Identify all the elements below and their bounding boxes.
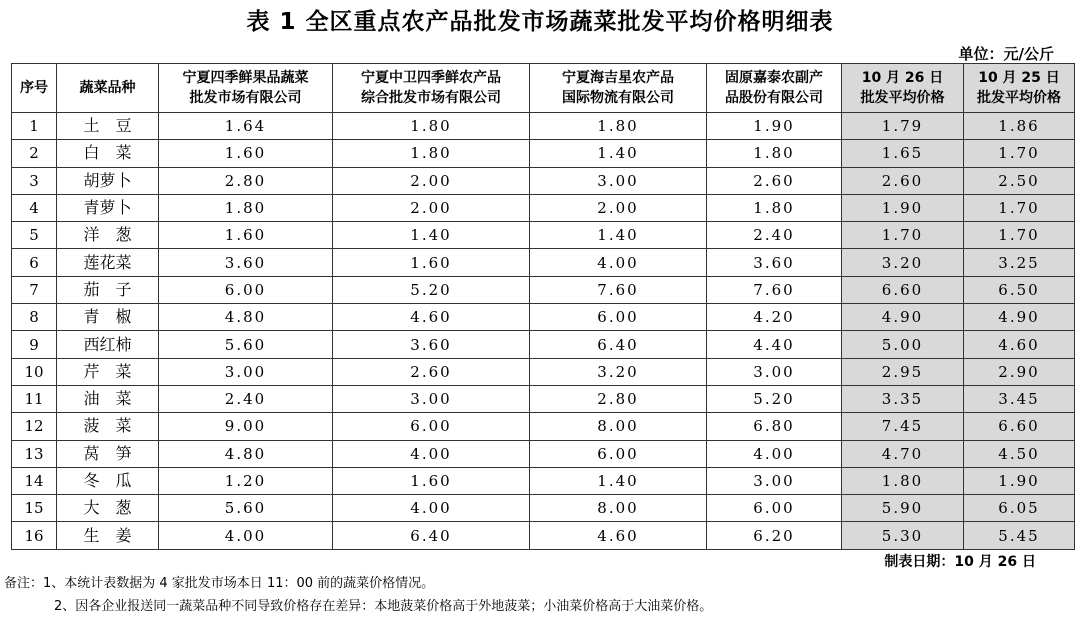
cell-market-2-price: 3.60 [333,331,530,358]
cell-avg-oct25: 3.45 [964,385,1075,412]
cell-market-1-price: 4.80 [159,440,333,467]
cell-market-2-price: 2.00 [333,167,530,194]
table-row [12,413,1075,440]
header-market-3: 宁夏海吉星农产品 国际物流有限公司 [530,64,707,113]
cell-serial-no: 14 [12,467,57,494]
cell-market-3-price: 4.00 [530,249,707,276]
table-date: 制表日期：10 月 26 日 [884,554,1036,570]
cell-avg-oct26: 5.00 [842,331,964,358]
cell-avg-oct25: 1.70 [964,194,1075,221]
cell-market-4-price: 3.00 [707,358,842,385]
cell-market-1-price: 5.60 [159,495,333,522]
footnote-1: 备注：1、本统计表数据为 4 家批发市场本日 11：00 前的蔬菜价格情况。 [4,576,435,591]
cell-avg-oct26: 4.70 [842,440,964,467]
cell-vegetable-name: 青 椒 [57,304,159,331]
cell-serial-no: 9 [12,331,57,358]
table-row [12,140,1075,167]
cell-vegetable-name: 洋 葱 [57,222,159,249]
table-row [12,113,1075,140]
cell-market-3-price: 6.00 [530,440,707,467]
table-row [12,194,1075,221]
cell-market-3-price: 6.40 [530,331,707,358]
cell-vegetable-name: 莲花菜 [57,249,159,276]
cell-avg-oct26: 3.35 [842,385,964,412]
cell-market-2-price: 4.00 [333,440,530,467]
cell-avg-oct26: 4.90 [842,304,964,331]
cell-avg-oct25: 2.90 [964,358,1075,385]
cell-market-2-price: 2.00 [333,194,530,221]
cell-market-1-price: 4.00 [159,522,333,549]
cell-serial-no: 6 [12,249,57,276]
cell-market-2-price: 4.00 [333,495,530,522]
table-row [12,249,1075,276]
cell-market-1-price: 6.00 [159,276,333,303]
cell-market-2-price: 3.00 [333,385,530,412]
cell-serial-no: 11 [12,385,57,412]
cell-market-1-price: 9.00 [159,413,333,440]
table-row [12,467,1075,494]
cell-market-2-price: 4.60 [333,304,530,331]
cell-market-4-price: 2.40 [707,222,842,249]
cell-avg-oct26: 7.45 [842,413,964,440]
cell-market-2-price: 5.20 [333,276,530,303]
cell-market-4-price: 3.60 [707,249,842,276]
price-table [11,63,1075,550]
cell-avg-oct25: 6.50 [964,276,1075,303]
page-title: 表 1 全区重点农产品批发市场蔬菜批发平均价格明细表 [246,9,834,35]
cell-vegetable-name: 胡萝卜 [57,167,159,194]
cell-market-2-price: 6.40 [333,522,530,549]
header-vegetable-type: 蔬菜品种 [57,64,159,113]
cell-vegetable-name: 大 葱 [57,495,159,522]
table-row [12,167,1075,194]
cell-avg-oct25: 5.45 [964,522,1075,549]
table-row [12,222,1075,249]
cell-market-3-price: 1.40 [530,222,707,249]
cell-serial-no: 2 [12,140,57,167]
cell-vegetable-name: 生 姜 [57,522,159,549]
cell-serial-no: 15 [12,495,57,522]
cell-market-2-price: 6.00 [333,413,530,440]
cell-market-1-price: 1.64 [159,113,333,140]
table-row [12,440,1075,467]
cell-market-2-price: 1.60 [333,467,530,494]
cell-avg-oct26: 6.60 [842,276,964,303]
cell-market-3-price: 4.60 [530,522,707,549]
cell-vegetable-name: 青萝卜 [57,194,159,221]
cell-market-1-price: 5.60 [159,331,333,358]
cell-market-2-price: 1.80 [333,140,530,167]
cell-avg-oct25: 6.05 [964,495,1075,522]
cell-market-4-price: 6.80 [707,413,842,440]
cell-avg-oct25: 6.60 [964,413,1075,440]
header-market-2: 宁夏中卫四季鲜农产品 综合批发市场有限公司 [333,64,530,113]
header-serial-no: 序号 [12,64,57,113]
cell-market-4-price: 6.00 [707,495,842,522]
cell-market-3-price: 2.80 [530,385,707,412]
cell-serial-no: 7 [12,276,57,303]
cell-avg-oct25: 1.70 [964,140,1075,167]
cell-market-3-price: 3.20 [530,358,707,385]
cell-serial-no: 13 [12,440,57,467]
table-row [12,276,1075,303]
cell-market-4-price: 1.80 [707,194,842,221]
cell-serial-no: 5 [12,222,57,249]
cell-market-3-price: 8.00 [530,495,707,522]
cell-avg-oct26: 2.95 [842,358,964,385]
cell-market-1-price: 2.80 [159,167,333,194]
table-row [12,331,1075,358]
cell-vegetable-name: 茄 子 [57,276,159,303]
cell-market-3-price: 1.80 [530,113,707,140]
cell-avg-oct26: 1.65 [842,140,964,167]
cell-market-4-price: 3.00 [707,467,842,494]
cell-vegetable-name: 土 豆 [57,113,159,140]
header-market-4: 固原嘉泰农副产 品股份有限公司 [707,64,842,113]
table-row [12,495,1075,522]
cell-market-1-price: 4.80 [159,304,333,331]
cell-vegetable-name: 莴 笋 [57,440,159,467]
cell-serial-no: 8 [12,304,57,331]
cell-avg-oct25: 4.50 [964,440,1075,467]
unit-label: 单位：元/公斤 [958,45,1054,63]
cell-market-4-price: 4.00 [707,440,842,467]
cell-avg-oct26: 1.70 [842,222,964,249]
cell-market-4-price: 6.20 [707,522,842,549]
cell-avg-oct26: 5.30 [842,522,964,549]
cell-serial-no: 4 [12,194,57,221]
cell-avg-oct26: 3.20 [842,249,964,276]
cell-market-4-price: 7.60 [707,276,842,303]
cell-market-4-price: 4.40 [707,331,842,358]
footnote-2: 2、因各企业报送同一蔬菜品种不同导致价格存在差异：本地菠菜价格高于外地菠菜；小油菜价格高于大油菜价格。 [54,599,713,614]
table-body [12,113,1075,550]
cell-market-1-price: 3.00 [159,358,333,385]
cell-market-3-price: 2.00 [530,194,707,221]
cell-market-1-price: 1.80 [159,194,333,221]
cell-market-3-price: 1.40 [530,467,707,494]
cell-market-1-price: 1.60 [159,140,333,167]
cell-serial-no: 12 [12,413,57,440]
cell-serial-no: 1 [12,113,57,140]
cell-market-4-price: 1.80 [707,140,842,167]
cell-market-2-price: 1.80 [333,113,530,140]
table-row [12,522,1075,549]
cell-market-2-price: 1.60 [333,249,530,276]
header-avg-oct26: 10 月 26 日 批发平均价格 [842,64,964,113]
cell-vegetable-name: 菠 菜 [57,413,159,440]
cell-avg-oct25: 4.60 [964,331,1075,358]
cell-vegetable-name: 油 菜 [57,385,159,412]
cell-vegetable-name: 白 菜 [57,140,159,167]
cell-avg-oct25: 3.25 [964,249,1075,276]
table-row [12,304,1075,331]
cell-avg-oct26: 1.79 [842,113,964,140]
cell-market-4-price: 4.20 [707,304,842,331]
cell-serial-no: 16 [12,522,57,549]
cell-avg-oct25: 2.50 [964,167,1075,194]
header-market-1: 宁夏四季鲜果品蔬菜 批发市场有限公司 [159,64,333,113]
cell-vegetable-name: 冬 瓜 [57,467,159,494]
cell-market-3-price: 8.00 [530,413,707,440]
table-row [12,385,1075,412]
cell-serial-no: 10 [12,358,57,385]
cell-market-1-price: 2.40 [159,385,333,412]
cell-vegetable-name: 芹 菜 [57,358,159,385]
cell-avg-oct25: 1.86 [964,113,1075,140]
table-header-row [12,64,1075,113]
cell-market-4-price: 2.60 [707,167,842,194]
cell-market-1-price: 1.60 [159,222,333,249]
cell-market-3-price: 7.60 [530,276,707,303]
cell-avg-oct25: 1.90 [964,467,1075,494]
cell-market-1-price: 3.60 [159,249,333,276]
cell-market-2-price: 2.60 [333,358,530,385]
cell-market-4-price: 1.90 [707,113,842,140]
cell-avg-oct26: 5.90 [842,495,964,522]
cell-market-4-price: 5.20 [707,385,842,412]
cell-avg-oct25: 4.90 [964,304,1075,331]
cell-market-1-price: 1.20 [159,467,333,494]
cell-avg-oct25: 1.70 [964,222,1075,249]
cell-avg-oct26: 1.90 [842,194,964,221]
cell-avg-oct26: 2.60 [842,167,964,194]
cell-market-3-price: 6.00 [530,304,707,331]
cell-market-2-price: 1.40 [333,222,530,249]
cell-vegetable-name: 西红柿 [57,331,159,358]
table-row [12,358,1075,385]
cell-market-3-price: 3.00 [530,167,707,194]
cell-serial-no: 3 [12,167,57,194]
cell-market-3-price: 1.40 [530,140,707,167]
header-avg-oct25: 10 月 25 日 批发平均价格 [964,64,1075,113]
cell-avg-oct26: 1.80 [842,467,964,494]
